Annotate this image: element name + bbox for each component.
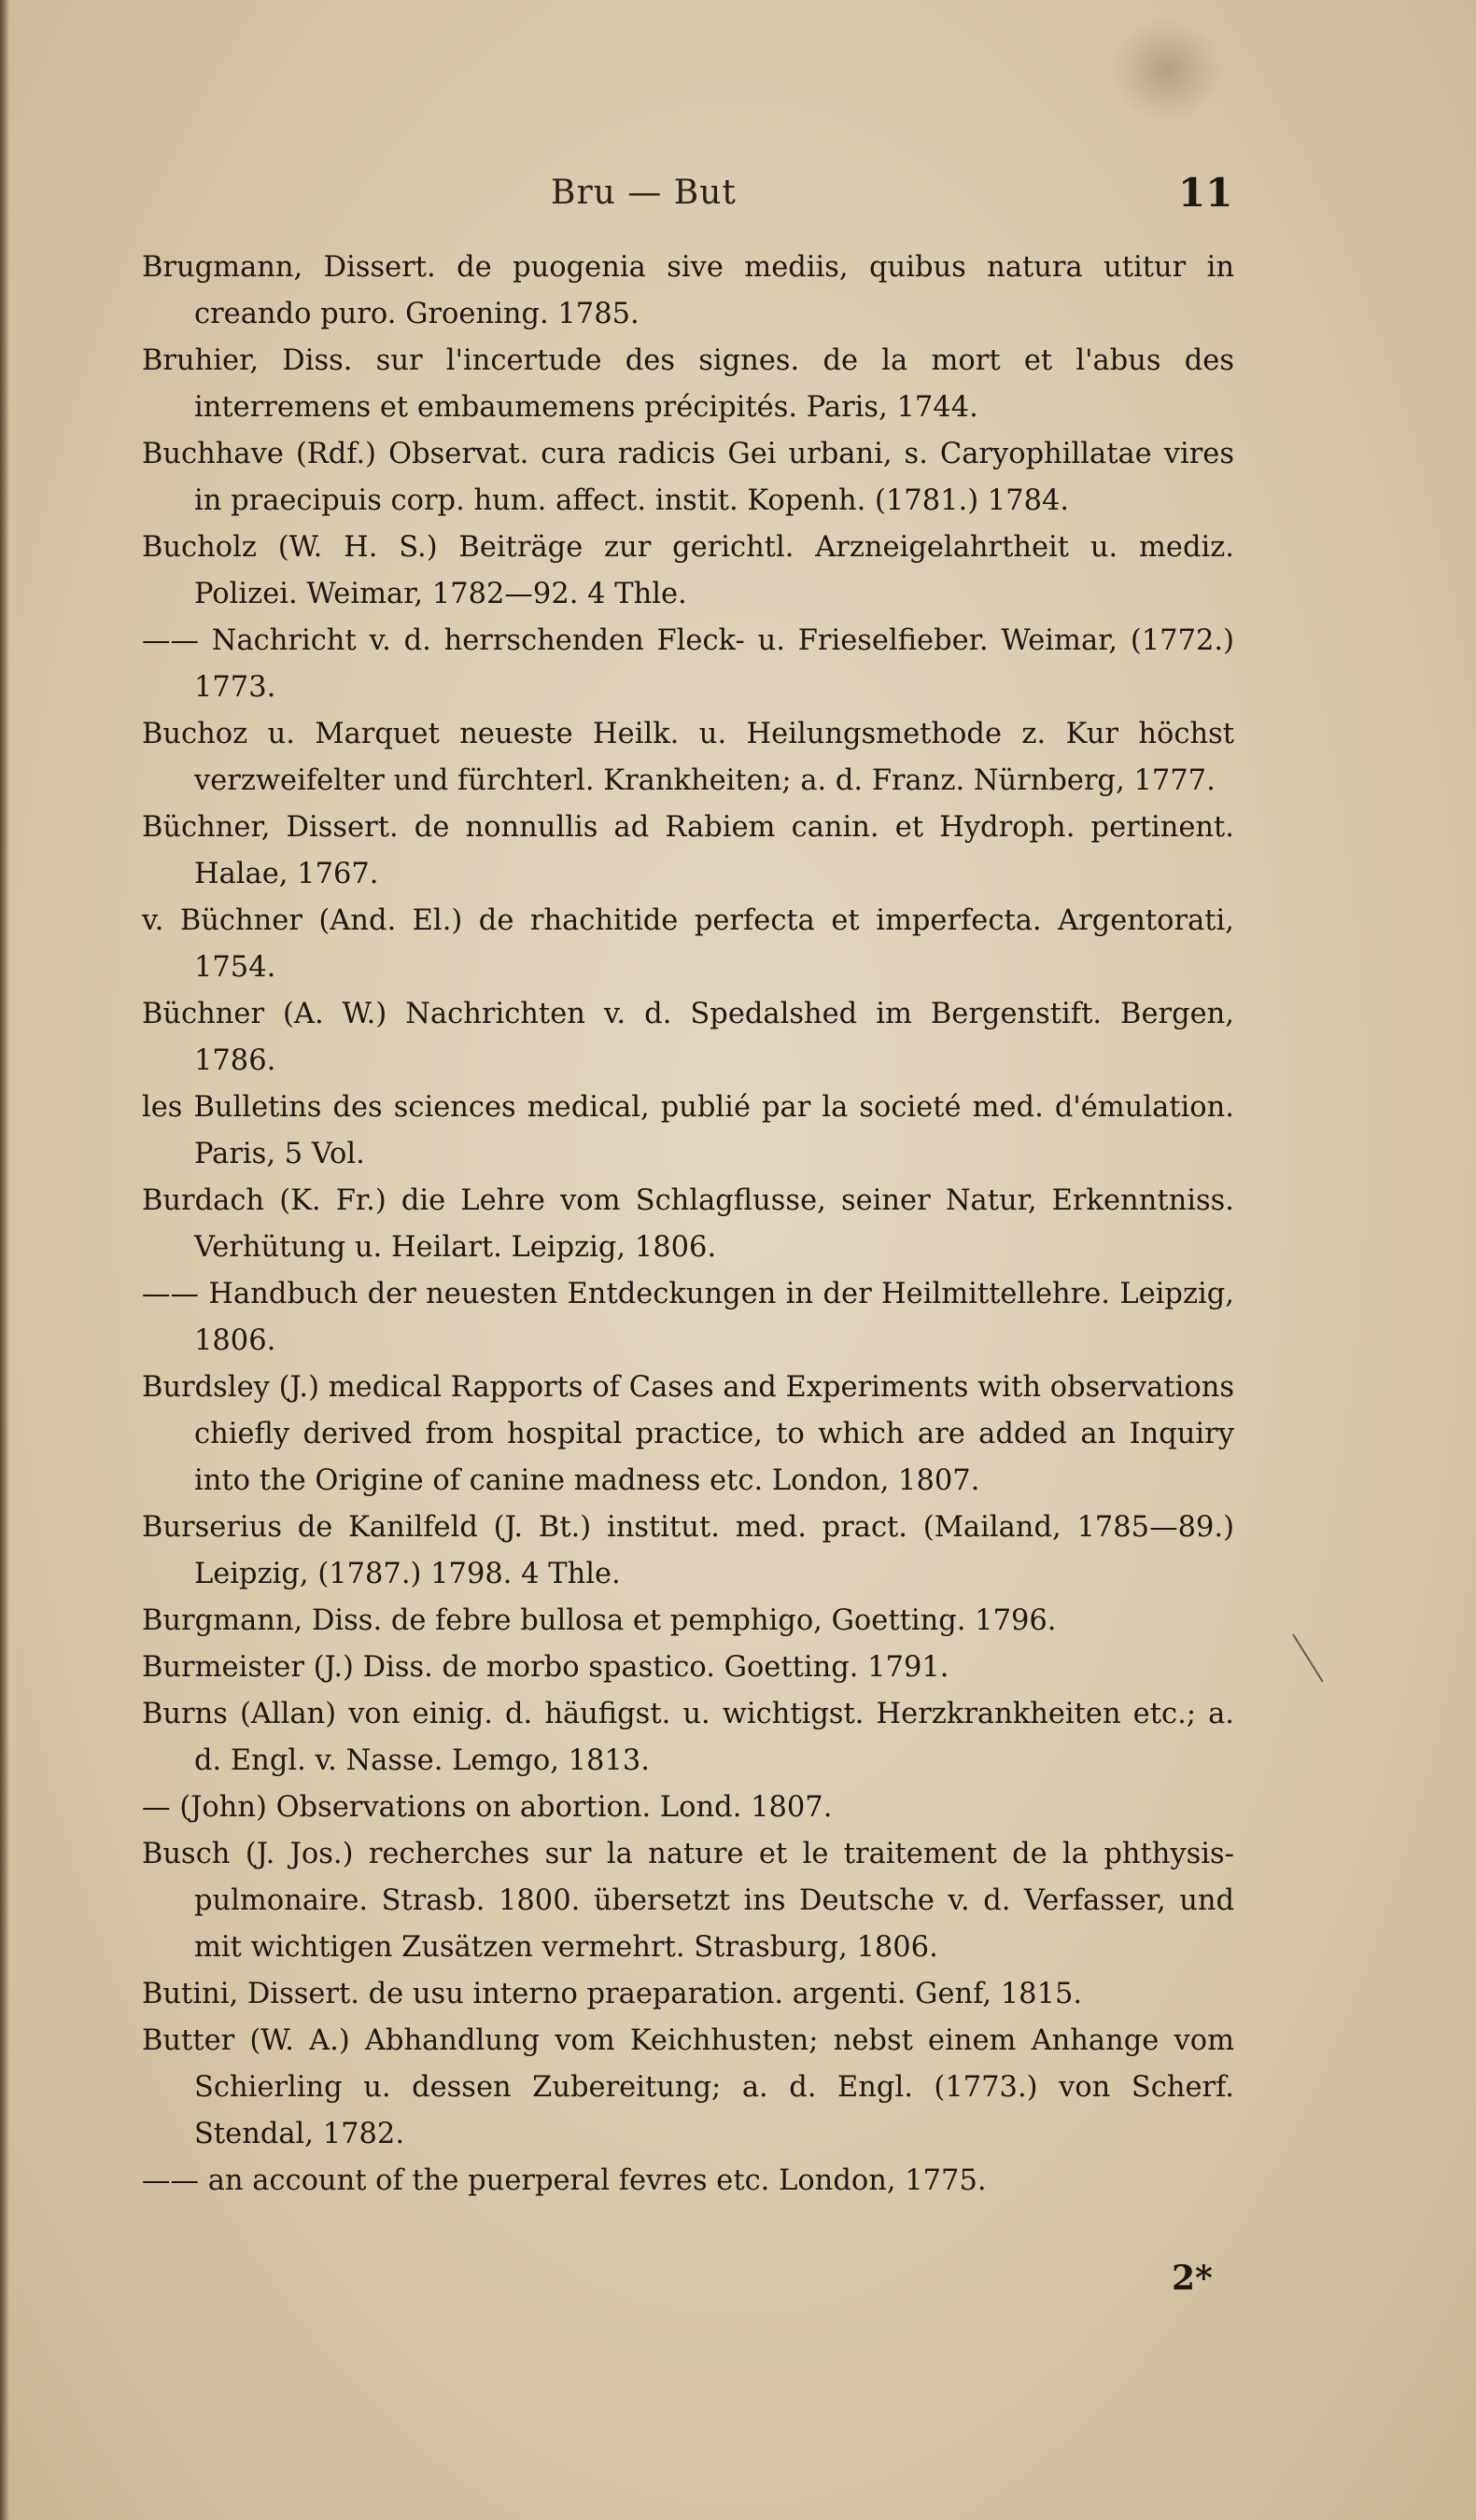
bibliography-entry: —— Handbuch der neuesten Entdeckungen in der Heilmittellehre. Leipzig, 1806.	[142, 1278, 1234, 1357]
bibliography-entry: Butini, Dissert. de usu interno praeparation. argenti. Genf, 1815.	[142, 1978, 1083, 2010]
bibliography-entry: Buchhave (Rdf.) Observat. cura radicis Gei urbani, s. Caryophillatae vires in praecipuis corp. hum. affect. instit. Kopenh. (1781.) 1784.	[142, 438, 1234, 517]
bibliography-entry: les Bulletins des sciences medical, publié par la societé med. d'émulation. Paris, 5 Vol.	[142, 1091, 1234, 1170]
bibliography-entry: —— an account of the puerperal fevres etc. London, 1775.	[142, 2164, 987, 2197]
bibliography-entry: Bruhier, Diss. sur l'incertude des signes. de la mort et l'abus des interremens et embaumemens précipités. Paris, 1744.	[142, 344, 1234, 424]
paper-stain	[1111, 19, 1223, 121]
running-head	[0, 170, 1476, 230]
bibliography-entry: v. Büchner (And. El.) de rhachitide perfecta et imperfecta. Argentorati, 1754.	[142, 904, 1234, 984]
signature-mark: 2*	[1172, 2259, 1213, 2298]
bibliography-entry: Burmeister (J.) Diss. de morbo spastico. Goetting. 1791.	[142, 1651, 949, 1684]
page-number: 11	[1178, 170, 1233, 216]
bibliography-entry: Burgmann, Diss. de febre bullosa et pemphigo, Goetting. 1796.	[142, 1604, 1057, 1637]
bibliography-entry: Burdsley (J.) medical Rapports of Cases and Experiments with observations chiefly derived from hospital practice, to which are added an Inquiry into the Origine of canine madness etc. London, 1807.	[142, 1371, 1234, 1497]
bibliography-entry: Burns (Allan) von einig. d. häufigst. u. wichtigst. Herzkrankheiten etc.; a. d. Engl. v. Nasse. Lemgo, 1813.	[142, 1698, 1234, 1777]
bibliography-entry: Büchner, Dissert. de nonnullis ad Rabiem canin. et Hydroph. pertinent. Halae, 1767.	[142, 811, 1234, 890]
running-head-title: Bru — But	[551, 174, 737, 212]
bibliography-entry: Burserius de Kanilfeld (J. Bt.) institut. med. pract. (Mailand, 1785—89.) Leipzig, (1787.) 1798. 4 Thle.	[142, 1511, 1234, 1590]
bibliography-entry: Buchoz u. Marquet neueste Heilk. u. Heilungsmethode z. Kur höchst verzweifelter und fürchterl. Krankheiten; a. d. Franz. Nürnberg, 1777.	[142, 718, 1234, 797]
bibliography-entry: —— Nachricht v. d. herrschenden Fleck- u. Frieselfieber. Weimar, (1772.) 1773.	[142, 624, 1234, 704]
ink-mark	[1292, 1633, 1323, 1682]
bibliography-entry: Burdach (K. Fr.) die Lehre vom Schlagflusse, seiner Natur, Erkenntniss. Verhütung u. Heilart. Leipzig, 1806.	[142, 1184, 1234, 1264]
bibliography-entry: — (John) Observations on abortion. Lond. 1807.	[142, 1791, 833, 1824]
bibliography-entry: Bucholz (W. H. S.) Beiträge zur gerichtl. Arzneigelahrtheit u. mediz. Polizei. Weimar, 1782—92. 4 Thle.	[142, 531, 1234, 610]
bibliography-entry: Butter (W. A.) Abhandlung vom Keichhusten; nebst einem Anhange vom Schierling u. dessen Zubereitung; a. d. Engl. (1773.) von Scherf. Stendal, 1782.	[142, 2024, 1234, 2150]
page-spine-edge	[0, 0, 9, 2520]
bibliography-entry: Busch (J. Jos.) recherches sur la nature et le traitement de la phthysis-pulmonaire. Strasb. 1800. übersetzt ins Deutsche v. d. Verfasser, und mit wichtigen Zusätzen vermehrt. Strasburg, 1806.	[142, 1838, 1234, 1964]
bibliography-entry: Büchner (A. W.) Nachrichten v. d. Spedalshed im Bergenstift. Bergen, 1786.	[142, 998, 1234, 1077]
bibliography-list	[142, 245, 1234, 2205]
bibliography-entry: Brugmann, Dissert. de puogenia sive mediis, quibus natura utitur in creando puro. Groening. 1785.	[142, 251, 1234, 330]
